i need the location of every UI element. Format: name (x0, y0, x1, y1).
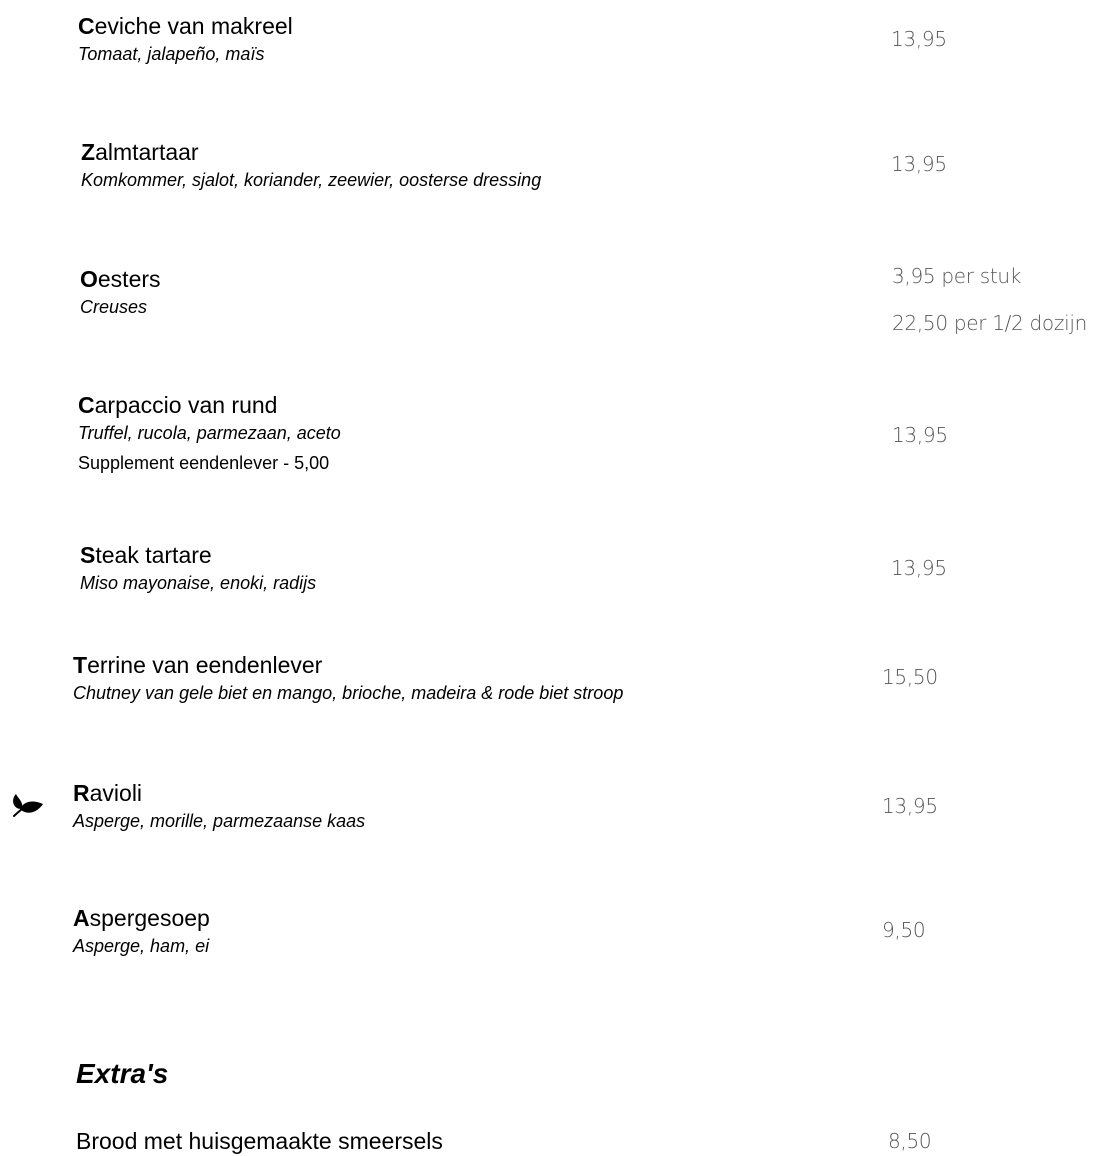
menu-item-oesters (80, 265, 161, 319)
item-price: 13,95 (891, 152, 947, 176)
item-name: Ceviche van makreel (78, 13, 293, 39)
item-price: 13,95 (882, 794, 938, 818)
item-price: 13,95 (892, 423, 948, 447)
item-name: Brood met huisgemaakte smeersels (76, 1128, 443, 1154)
item-price: 3,95 per stuk (892, 264, 1022, 288)
item-description: Komkommer, sjalot, koriander, zeewier, oosterse dressing (81, 170, 542, 190)
item-supplement: Supplement eendenlever - 5,00 (78, 453, 330, 473)
section-title-extras: Extra's (76, 1058, 169, 1089)
item-name: Steak tartare (80, 542, 212, 568)
item-name: Zalmtartaar (81, 139, 199, 165)
extra-item-brood (76, 1127, 443, 1155)
item-name: Oesters (80, 266, 161, 292)
menu-item-steak-tartare (80, 541, 316, 595)
item-price: 9,50 (882, 918, 926, 942)
item-price: 8,50 (888, 1129, 932, 1153)
menu-item-zalmtartaar (81, 138, 541, 192)
menu-item-aspergesoep (73, 904, 210, 958)
menu-item-ravioli (73, 779, 365, 833)
item-name: Carpaccio van rund (78, 392, 278, 418)
item-name: Aspergesoep (73, 905, 210, 931)
item-price: 15,50 (882, 665, 938, 689)
item-description: Asperge, ham, ei (73, 936, 210, 956)
item-description: Creuses (80, 297, 148, 317)
item-description: Miso mayonaise, enoki, radijs (80, 573, 317, 593)
item-name: Ravioli (73, 780, 143, 806)
item-description: Asperge, morille, parmezaanse kaas (73, 811, 366, 831)
item-description: Truffel, rucola, parmezaan, aceto (78, 423, 341, 443)
leaf-icon (10, 790, 46, 820)
menu-item-ceviche (78, 12, 293, 66)
menu-item-carpaccio (78, 391, 341, 475)
menu-item-terrine (73, 651, 623, 705)
item-name: Terrine van eendenlever (73, 652, 323, 678)
item-price: 13,95 (891, 27, 947, 51)
item-description: Tomaat, jalapeño, maïs (78, 44, 265, 64)
item-description: Chutney van gele biet en mango, brioche, madeira & rode biet stroop (73, 683, 624, 703)
item-price: 13,95 (891, 556, 947, 580)
item-price-secondary: 22,50 per 1/2 dozijn (892, 311, 1087, 335)
